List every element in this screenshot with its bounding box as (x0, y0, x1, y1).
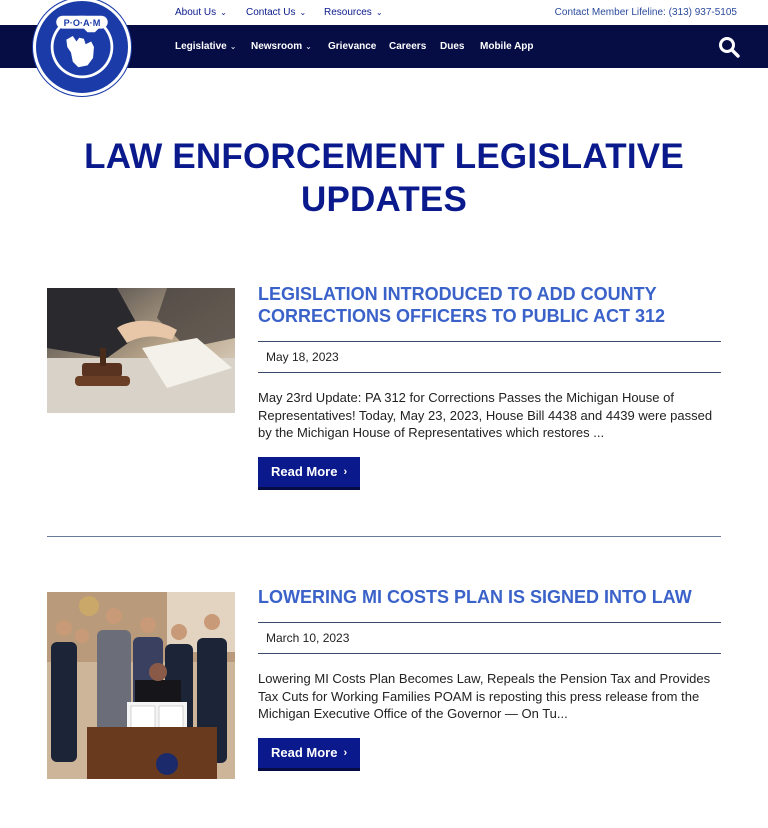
post-thumbnail-handshake[interactable] (47, 288, 235, 413)
chevron-down-icon: ⌄ (220, 8, 227, 17)
member-lifeline-link[interactable]: Contact Member Lifeline: (313) 937-5105 (554, 7, 737, 18)
topbar-link-label: Resources (324, 7, 372, 18)
chevron-right-icon: › (343, 746, 348, 759)
chevron-down-icon: ⌄ (229, 42, 237, 51)
post-body (258, 283, 721, 490)
post-excerpt: May 23rd Update: PA 312 for Corrections Passes the Michigan House of Representatives! Today, May 23, 2023, House Bill 4438 and 4439 were passed by the Michigan House of Representatives which restores ... (258, 390, 713, 440)
page-title: LAW ENFORCEMENT LEGISLATIVE UPDATES (84, 137, 684, 219)
chevron-down-icon: ⌄ (299, 8, 307, 17)
read-more-button[interactable] (258, 457, 360, 490)
nav-item-label: Newsroom (251, 41, 303, 52)
topbar-link-about-us[interactable] (175, 7, 227, 18)
nav-item-dues[interactable]: Dues (440, 41, 465, 52)
chevron-right-icon: › (343, 465, 348, 478)
post-divider (47, 536, 721, 537)
nav-item-newsroom[interactable] (251, 41, 312, 52)
post-date: March 10, 2023 (258, 622, 721, 654)
post-body (258, 586, 721, 771)
post-card (47, 284, 721, 498)
topbar-link-label: Contact Us (246, 7, 296, 18)
logo-wordmark: P·O·A·M (63, 17, 101, 28)
search-icon[interactable] (718, 36, 740, 58)
post-title[interactable]: LOWERING MI COSTS PLAN IS SIGNED INTO LAW (258, 587, 692, 607)
post-title[interactable]: LEGISLATION INTRODUCED TO ADD COUNTY CORRECTIONS OFFICERS TO PUBLIC ACT 312 (258, 284, 666, 326)
poam-logo[interactable] (33, 0, 131, 96)
nav-item-grievance[interactable]: Grievance (328, 41, 377, 52)
read-more-label: Read More (271, 464, 338, 479)
topbar-link-label: About Us (175, 7, 217, 18)
post-card (47, 587, 721, 792)
nav-item-label: Legislative (175, 41, 227, 52)
topbar-link-resources[interactable] (324, 7, 383, 18)
nav-item-careers[interactable]: Careers (389, 41, 427, 52)
post-thumbnail-bill-signing[interactable] (47, 592, 235, 779)
nav-item-mobile-app[interactable]: Mobile App (480, 41, 534, 52)
nav-item-legislative[interactable] (175, 41, 236, 52)
topbar-link-contact-us[interactable] (246, 7, 306, 18)
chevron-down-icon: ⌄ (305, 42, 312, 51)
read-more-label: Read More (271, 745, 338, 760)
read-more-button[interactable] (258, 738, 360, 771)
post-date: May 18, 2023 (258, 341, 721, 373)
chevron-down-icon: ⌄ (375, 8, 383, 17)
post-excerpt: Lowering MI Costs Plan Becomes Law, Repeals the Pension Tax and Provides Tax Cuts for Working Families POAM is reposting this press release from the Michigan Executive Office of the Governor — On Tu... (258, 671, 711, 721)
